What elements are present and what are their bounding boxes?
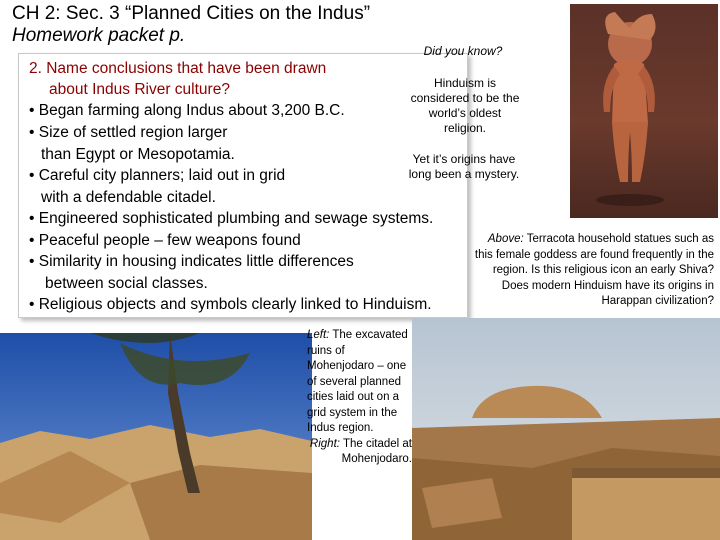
terracotta-statue-image xyxy=(570,4,718,218)
question-line-2: about Indus River culture? xyxy=(49,81,230,98)
ruins-caption-right-label: Right: xyxy=(309,437,340,450)
slide-subtitle: Homework packet p. xyxy=(12,25,186,46)
bullet-peaceful: • Peaceful people – few weapons found xyxy=(29,232,301,249)
bullet-size: • Size of settled region larger xyxy=(29,124,228,141)
slide-title: CH 2: Sec. 3 “Planned Cities on the Indus” xyxy=(12,3,371,24)
did-you-know-box xyxy=(398,38,528,198)
bullet-planners: • Careful city planners; laid out in grid xyxy=(29,167,286,184)
question-line-1: 2. Name conclusions that have been drawn xyxy=(29,60,327,77)
mohenjodaro-ruins-image xyxy=(0,333,312,540)
bullet-housing: • Similarity in housing indicates little differences xyxy=(29,253,354,270)
statue-caption-text: Terracota household statues such as this female goddess are found frequently in the region. Is this religious icon an early Shiva? Does modern Hinduism have its origins in Harappan civilization? xyxy=(474,233,714,307)
did-you-know-title: Did you know? xyxy=(423,44,503,58)
ruins-caption xyxy=(307,328,412,468)
statue-caption xyxy=(468,232,714,310)
did-you-know-para-2: Yet it’s origins have long been a mystery. xyxy=(408,152,520,181)
bullet-planners-cont: with a defendable citadel. xyxy=(41,189,216,206)
citadel-image xyxy=(412,318,720,540)
bullet-farming: • Began farming along Indus about 3,200 B.C. xyxy=(29,102,345,119)
bullet-plumbing: • Engineered sophisticated plumbing and sewage systems. xyxy=(29,210,434,227)
ruins-caption-left-label: Left: xyxy=(307,329,330,341)
bullet-religious: • Religious objects and symbols clearly linked to Hinduism. xyxy=(29,296,432,313)
did-you-know-para-1: Hinduism is considered to be the world’s oldest religion. xyxy=(410,76,520,135)
bullet-size-cont: than Egypt or Mesopotamia. xyxy=(41,146,235,163)
statue-illustration xyxy=(570,4,718,218)
ruins-caption-right xyxy=(307,437,412,468)
ruins-caption-left xyxy=(307,328,412,437)
ruins-caption-left-text: The excavated ruins of Mohenjodaro – one of several planned cities laid out on a grid system in the Indus region. xyxy=(307,329,408,434)
bullet-housing-cont: between social classes. xyxy=(45,275,208,292)
statue-caption-label: Above: xyxy=(487,233,524,245)
ruins-illustration xyxy=(0,333,312,540)
ruins-caption-right-text: The citadel at Mohenjodaro. xyxy=(339,437,412,465)
citadel-illustration xyxy=(412,318,720,540)
